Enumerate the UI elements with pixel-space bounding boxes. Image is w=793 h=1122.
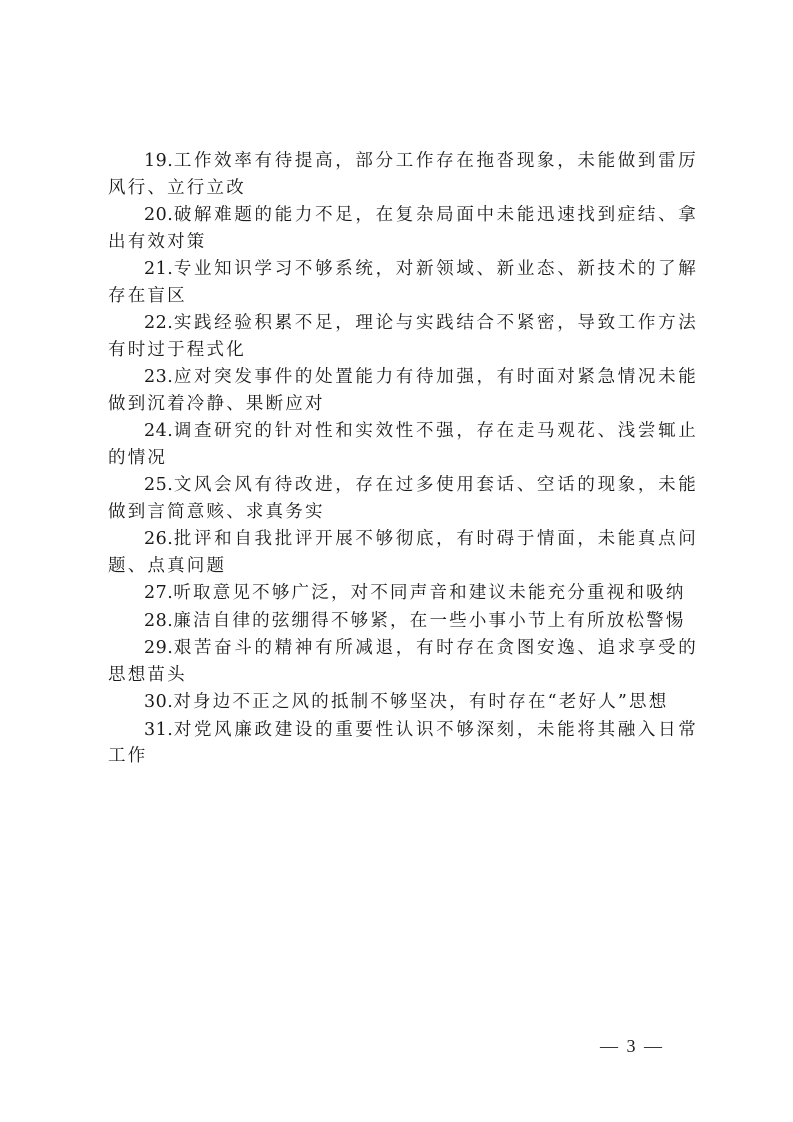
list-item [108,256,698,309]
item-text: 实践经验积累不足，理论与实践结合不紧密，导致工作方法有时过于程式化 [108,313,698,360]
list-item [108,472,698,525]
item-number: 26. [144,529,174,549]
item-text: 对身边不正之风的抵制不够坚决，有时存在“老好人”思想 [173,692,669,712]
list-item [108,310,698,363]
list-item [108,580,698,607]
item-number: 25. [144,475,174,495]
list-item [108,526,698,579]
page-number: — 3 — [600,1036,664,1056]
item-text: 廉洁自律的弦绷得不够紧，在一些小事小节上有所放松警惕 [173,610,686,631]
item-number: 20. [144,205,174,225]
item-text: 艰苦奋斗的精神有所减退，有时存在贪图安逸、追求享受的思想苗头 [108,638,698,685]
item-number: 31. [144,719,174,740]
item-number: 28. [144,610,174,631]
item-number: 27. [144,583,174,603]
document-body [108,148,698,771]
item-text: 文风会风有待改进，存在过多使用套话、空话的现象，未能做到言简意赅、求真务实 [108,475,698,522]
item-text: 应对突发事件的处置能力有待加强，有时面对紧急情况未能做到沉着冷静、果断应对 [108,367,698,414]
item-number: 29. [144,638,174,658]
item-number: 24. [144,421,174,441]
item-number: 23. [144,367,174,387]
item-text: 听取意见不够广泛，对不同声音和建议未能充分重视和吸纳 [173,583,686,603]
list-item [108,364,698,417]
item-text: 工作效率有待提高，部分工作存在拖沓现象，未能做到雷厉风行、立行立改 [108,151,698,198]
list-item [108,418,698,471]
list-item [108,202,698,255]
list-item [108,717,698,770]
list-item [108,635,698,688]
list-item [108,148,698,201]
item-number: 30. [144,692,174,712]
list-item [108,689,698,716]
item-number: 21. [144,259,174,279]
item-text: 调查研究的针对性和实效性不强，存在走马观花、浅尝辄止的情况 [108,421,698,468]
item-text: 专业知识学习不够系统，对新领域、新业态、新技术的了解存在盲区 [108,259,698,306]
item-text: 破解难题的能力不足，在复杂局面中未能迅速找到症结、拿出有效对策 [108,205,698,252]
list-item [108,608,698,635]
item-number: 19. [144,151,174,171]
item-number: 22. [144,313,174,333]
item-text: 批评和自我批评开展不够彻底，有时碍于情面，未能真点问题、点真问题 [108,529,698,576]
item-text: 对党风廉政建设的重要性认识不够深刻，未能将其融入日常工作 [108,719,698,766]
